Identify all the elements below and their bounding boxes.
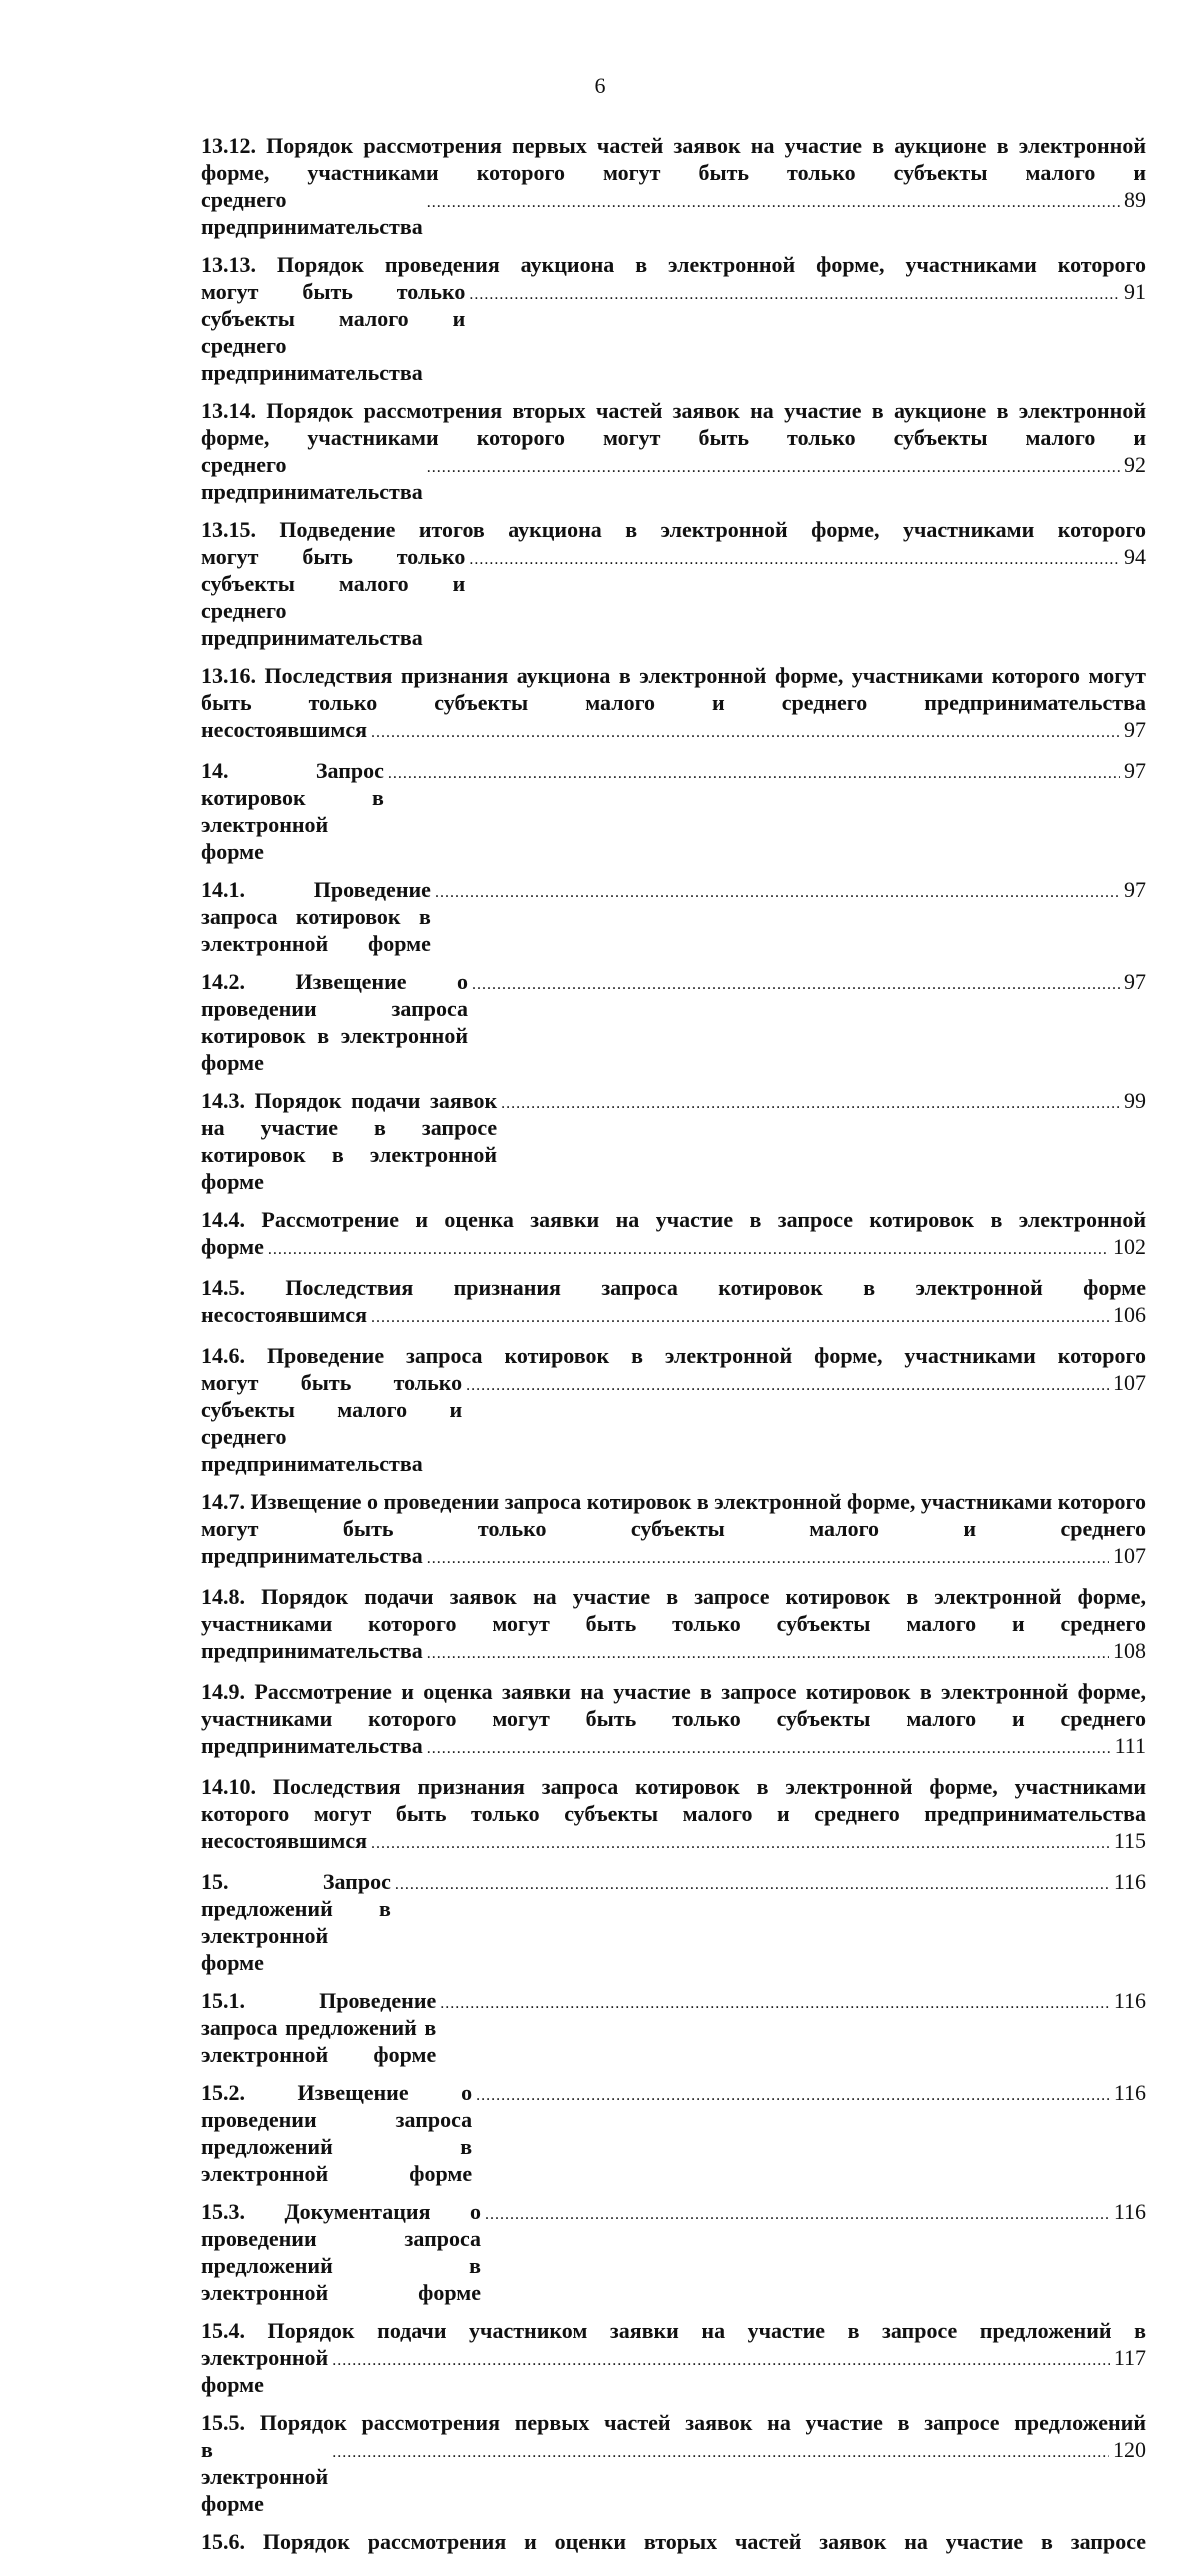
toc-entry-last-line bbox=[201, 757, 1146, 865]
toc-entry-text: 13.14. Порядок рассмотрения вторых частей заявок на участие в аукционе в электронной форме, участниками которого могут быть только субъекты малого и bbox=[201, 398, 1146, 450]
toc-entry-title: 14.1. Проведение запроса котировок в электронной форме bbox=[201, 877, 431, 956]
dot-leader bbox=[469, 281, 1120, 308]
toc-entry[interactable] bbox=[201, 1342, 1146, 1477]
toc-entry-text: 14.4. Рассмотрение и оценка заявки на участие в запросе котировок в электронной bbox=[201, 1207, 1146, 1232]
toc-page-ref: 116 bbox=[1113, 1869, 1146, 1894]
toc-page-ref: 120 bbox=[1113, 2437, 1146, 2462]
toc-page-ref: 108 bbox=[1113, 1638, 1146, 1663]
toc-page-ref: 117 bbox=[1113, 2345, 1146, 2370]
toc-entry-text: 14.10. Последствия признания запроса котировок в электронной форме, участниками которого могут быть только субъекты малого и среднего предпринимательства bbox=[201, 1774, 1146, 1826]
toc-page-ref: 111 bbox=[1114, 1733, 1146, 1758]
toc-entry[interactable] bbox=[201, 2409, 1146, 2517]
toc-entry[interactable] bbox=[201, 2317, 1146, 2398]
toc-entry-title: электронной форме bbox=[201, 2345, 329, 2397]
toc-entry-title: 14.2. Извещение о проведении запроса котировок в электронной форме bbox=[201, 969, 469, 1075]
toc-page-ref: 116 bbox=[1113, 2080, 1146, 2105]
toc-entry-last-line bbox=[201, 1732, 1146, 1762]
toc-entry-text: 13.13. Порядок проведения аукциона в электронной форме, участниками которого bbox=[201, 252, 1146, 277]
toc-page-ref: 97 bbox=[1124, 969, 1146, 994]
toc-page-ref: 97 bbox=[1124, 758, 1146, 783]
dot-leader bbox=[501, 1090, 1120, 1117]
toc-entry-last-line bbox=[201, 1087, 1146, 1195]
toc-entry-last-line bbox=[201, 876, 1146, 957]
toc-entry-last-line bbox=[201, 716, 1146, 746]
dot-leader bbox=[427, 454, 1120, 481]
toc-entry-text: 14.8. Порядок подачи заявок на участие в запросе котировок в электронной форме, участниками которого могут быть только субъекты малого и среднего bbox=[201, 1584, 1146, 1636]
toc-entry[interactable] bbox=[201, 1206, 1146, 1263]
toc-page-ref: 89 bbox=[1124, 187, 1146, 212]
toc-page-ref: 97 bbox=[1124, 877, 1146, 902]
toc-entry-text: 13.15. Подведение итогов аукциона в электронной форме, участниками которого bbox=[201, 517, 1146, 542]
toc-page-ref: 107 bbox=[1113, 1370, 1146, 1395]
toc-entry-title: могут быть только субъекты малого и среднего предпринимательства bbox=[201, 1370, 463, 1476]
toc-entry-last-line bbox=[201, 451, 1146, 505]
toc-entry-last-line bbox=[201, 1637, 1146, 1667]
toc-entry-title: несостоявшимся bbox=[201, 1302, 368, 1327]
toc-entry-title: несостоявшимся bbox=[201, 717, 368, 742]
dot-leader bbox=[371, 1830, 1110, 1857]
toc-entry-title: в электронной форме bbox=[201, 2437, 329, 2516]
toc-entry[interactable] bbox=[201, 1087, 1146, 1195]
toc-entry-text: 15.6. Порядок рассмотрения и оценки вторых частей заявок на участие в запросе bbox=[201, 2529, 1146, 2554]
toc-page-ref: 91 bbox=[1124, 279, 1146, 304]
dot-leader bbox=[332, 2347, 1110, 2374]
toc-entry[interactable] bbox=[201, 397, 1146, 505]
toc-entry-last-line bbox=[201, 1868, 1146, 1976]
toc-page-ref: 107 bbox=[1113, 1543, 1146, 1568]
dot-leader bbox=[469, 546, 1120, 573]
toc-entry-last-line bbox=[201, 278, 1146, 386]
table-of-contents bbox=[201, 132, 1146, 2566]
toc-entry-title: среднего предпринимательства bbox=[201, 452, 423, 504]
toc-entry-title: несостоявшимся bbox=[201, 1828, 368, 1853]
dot-leader bbox=[388, 760, 1120, 787]
toc-entry[interactable] bbox=[201, 2198, 1146, 2306]
toc-entry-title: 14.3. Порядок подачи заявок на участие в запросе котировок в электронной форме bbox=[201, 1088, 498, 1194]
toc-entry-title: 15.1. Проведение запроса предложений в электронной форме bbox=[201, 1988, 437, 2067]
toc-entry[interactable] bbox=[201, 662, 1146, 746]
toc-entry-title: могут быть только субъекты малого и среднего предпринимательства bbox=[201, 544, 466, 650]
toc-entry-text: 13.12. Порядок рассмотрения первых частей заявок на участие в аукционе в электронной форме, участниками которого могут быть только субъекты малого и bbox=[201, 133, 1146, 185]
dot-leader bbox=[476, 2082, 1110, 2109]
toc-entry-title: среднего предпринимательства bbox=[201, 187, 423, 239]
toc-page-ref: 94 bbox=[1124, 544, 1146, 569]
toc-entry[interactable] bbox=[201, 1987, 1146, 2068]
toc-entry-last-line bbox=[201, 2344, 1146, 2398]
dot-leader bbox=[371, 1304, 1109, 1331]
toc-entry-title: 15.3. Документация о проведении запроса предложений в электронной форме bbox=[201, 2199, 482, 2305]
toc-entry-title: могут быть только субъекты малого и среднего предпринимательства bbox=[201, 279, 466, 385]
toc-entry[interactable] bbox=[201, 1678, 1146, 1762]
dot-leader bbox=[466, 1372, 1109, 1399]
dot-leader bbox=[427, 189, 1120, 216]
toc-entry[interactable] bbox=[201, 757, 1146, 865]
toc-entry[interactable] bbox=[201, 876, 1146, 957]
toc-entry-text: 15.5. Порядок рассмотрения первых частей заявок на участие в запросе предложений bbox=[201, 2410, 1146, 2435]
toc-entry-title: 15.2. Извещение о проведении запроса предложений в электронной форме bbox=[201, 2080, 473, 2186]
toc-page-ref: 92 bbox=[1124, 452, 1146, 477]
toc-entry[interactable] bbox=[201, 132, 1146, 240]
toc-entry[interactable] bbox=[201, 251, 1146, 386]
dot-leader bbox=[472, 971, 1120, 998]
toc-entry[interactable] bbox=[201, 516, 1146, 651]
dot-leader bbox=[427, 1640, 1109, 1667]
toc-entry-title: предпринимательства bbox=[201, 1543, 423, 1568]
toc-page-ref: 99 bbox=[1124, 1088, 1146, 1113]
toc-page-ref: 115 bbox=[1113, 1828, 1146, 1853]
toc-entry[interactable] bbox=[201, 1488, 1146, 1572]
toc-entry-text: 14.5. Последствия признания запроса котировок в электронной форме bbox=[201, 1275, 1146, 1300]
toc-entry-title: предпринимательства bbox=[201, 1733, 423, 1758]
toc-entry-text: 14.9. Рассмотрение и оценка заявки на участие в запросе котировок в электронной форме, участниками которого могут быть только субъекты малого и среднего bbox=[201, 1679, 1146, 1731]
dot-leader bbox=[435, 879, 1120, 906]
toc-entry-title: форме bbox=[201, 1234, 264, 1259]
toc-page-ref: 116 bbox=[1113, 2199, 1146, 2224]
toc-page-ref: 106 bbox=[1113, 1302, 1146, 1327]
toc-entry-last-line bbox=[201, 1301, 1146, 1331]
toc-entry-last-line bbox=[201, 543, 1146, 651]
toc-entry-last-line bbox=[201, 1827, 1146, 1857]
toc-entry[interactable] bbox=[201, 2079, 1146, 2187]
toc-entry-text: 14.7. Извещение о проведении запроса котировок в электронной форме, участниками которого могут быть только субъекты малого и среднего bbox=[201, 1489, 1146, 1541]
toc-page-ref: 116 bbox=[1113, 1988, 1146, 2013]
toc-entry[interactable] bbox=[201, 2528, 1146, 2555]
dot-leader bbox=[485, 2201, 1110, 2228]
toc-entry-last-line bbox=[201, 1233, 1146, 1263]
dot-leader bbox=[371, 719, 1120, 746]
toc-entry[interactable] bbox=[201, 1773, 1146, 1857]
dot-leader bbox=[395, 1871, 1110, 1898]
toc-entry-last-line bbox=[201, 2079, 1146, 2187]
toc-entry-last-line bbox=[201, 2436, 1146, 2517]
toc-entry-title: 14. Запрос котировок в электронной форме bbox=[201, 758, 384, 864]
toc-entry[interactable] bbox=[201, 968, 1146, 1076]
toc-entry-text: 13.16. Последствия признания аукциона в электронной форме, участниками которого могут быть только субъекты малого и среднего предпринимательства bbox=[201, 663, 1146, 715]
toc-entry-text: 15.4. Порядок подачи участником заявки на участие в запросе предложений в bbox=[201, 2318, 1146, 2343]
toc-entry[interactable] bbox=[201, 1583, 1146, 1667]
toc-entry-last-line bbox=[201, 1542, 1146, 1572]
toc-entry-last-line bbox=[201, 2198, 1146, 2306]
page-number: 6 bbox=[594, 73, 606, 98]
dot-leader bbox=[440, 1990, 1110, 2017]
toc-entry-title: предпринимательства bbox=[201, 1638, 423, 1663]
toc-entry-last-line bbox=[201, 186, 1146, 240]
toc-entry-last-line bbox=[201, 1369, 1146, 1477]
dot-leader bbox=[427, 1545, 1109, 1572]
toc-page-ref: 97 bbox=[1124, 717, 1146, 742]
toc-entry[interactable] bbox=[201, 1274, 1146, 1331]
dot-leader bbox=[427, 1735, 1111, 1762]
dot-leader bbox=[268, 1236, 1109, 1263]
toc-entry-last-line bbox=[201, 1987, 1146, 2068]
toc-entry-last-line bbox=[201, 968, 1146, 1076]
toc-page-ref: 102 bbox=[1113, 1234, 1146, 1259]
toc-entry-text: 14.6. Проведение запроса котировок в электронной форме, участниками которого bbox=[201, 1343, 1146, 1368]
toc-entry-title: 15. Запрос предложений в электронной форме bbox=[201, 1869, 391, 1975]
dot-leader bbox=[332, 2439, 1109, 2466]
toc-entry[interactable] bbox=[201, 1868, 1146, 1976]
